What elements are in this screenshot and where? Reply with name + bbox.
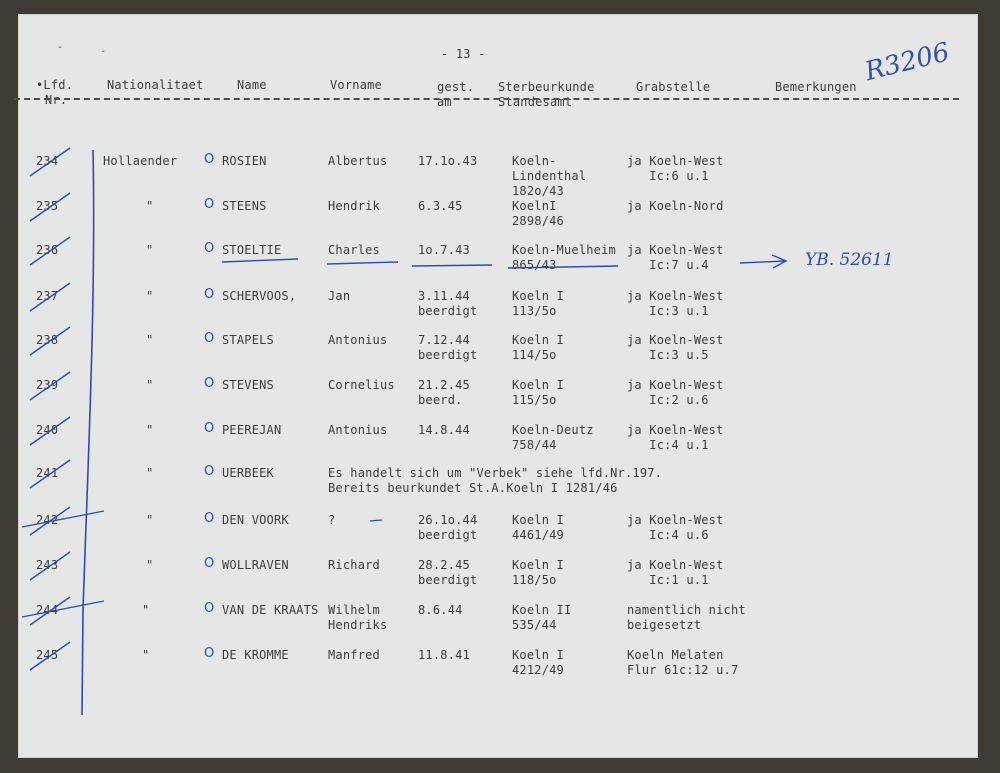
- row-number: 237: [36, 289, 59, 303]
- vorname-cell: Antonius: [328, 333, 388, 347]
- vorname-cell: Richard: [328, 558, 380, 572]
- registry-cell: Lindenthal: [512, 169, 587, 183]
- grave-cell: Ic:3 u.1: [627, 304, 709, 318]
- nationality-cell: ": [146, 333, 154, 347]
- death-date-cell: 14.8.44: [418, 423, 470, 437]
- registry-cell: Koeln I: [512, 378, 564, 392]
- nationality-cell: ": [146, 199, 154, 213]
- grave-cell: Koeln Melaten: [627, 648, 724, 662]
- nationality-cell: ": [146, 243, 154, 257]
- vorname-cell: Hendriks: [328, 618, 388, 632]
- header-gest: gest.: [437, 80, 475, 94]
- document-sheet: [18, 14, 978, 758]
- grave-cell: ja Koeln-West: [627, 243, 724, 257]
- grave-cell: Ic:4 u.6: [627, 528, 709, 542]
- circle-mark: O: [204, 464, 215, 479]
- grave-cell: Ic:3 u.5: [627, 348, 709, 362]
- death-date-cell: 6.3.45: [418, 199, 463, 213]
- name-cell: DEN VOORK: [222, 513, 289, 527]
- row-number: 239: [36, 378, 59, 392]
- vorname-cell: Manfred: [328, 648, 380, 662]
- burial-note-cell: beerd.: [418, 393, 463, 407]
- registry-cell: Koeln I: [512, 648, 564, 662]
- grave-cell: ja Koeln-West: [627, 154, 724, 168]
- note-line: Es handelt sich um "Verbek" siehe lfd.Nr.197.: [328, 466, 663, 480]
- name-cell: PEEREJAN: [222, 423, 282, 437]
- grave-cell: Ic:7 u.4: [627, 258, 709, 272]
- name-cell: STOELTIE: [222, 243, 282, 257]
- registry-cell: Koeln-Muelheim: [512, 243, 616, 257]
- nationality-cell: ": [146, 558, 154, 572]
- circle-mark: O: [204, 152, 215, 167]
- circle-mark: O: [204, 331, 215, 346]
- registry-cell: 865/43: [512, 258, 557, 272]
- nationality-cell: ": [142, 648, 150, 662]
- burial-note-cell: beerdigt: [418, 348, 478, 362]
- registry-cell: Koeln I: [512, 513, 564, 527]
- circle-mark: O: [204, 287, 215, 302]
- archive-stamp: R3206: [862, 37, 953, 88]
- name-cell: STEVENS: [222, 378, 274, 392]
- nationality-cell: ": [146, 513, 154, 527]
- vorname-cell: Jan: [328, 289, 351, 303]
- nationality-cell: ": [142, 603, 150, 617]
- grave-cell: ja Koeln-West: [627, 378, 724, 392]
- death-date-cell: 11.8.41: [418, 648, 470, 662]
- death-date-cell: 21.2.45: [418, 378, 470, 392]
- row-number: 234: [36, 154, 59, 168]
- burial-note-cell: beerdigt: [418, 573, 478, 587]
- registry-cell: 535/44: [512, 618, 557, 632]
- header-bemerkungen: Bemerkungen: [775, 80, 857, 94]
- row-number: 238: [36, 333, 59, 347]
- circle-mark: O: [204, 421, 215, 436]
- row-number: 236: [36, 243, 59, 257]
- row-number: 242: [36, 513, 59, 527]
- registry-cell: Koeln I: [512, 558, 564, 572]
- row-number: 243: [36, 558, 59, 572]
- name-cell: ROSIEN: [222, 154, 267, 168]
- death-date-cell: 28.2.45: [418, 558, 470, 572]
- grave-cell: Ic:2 u.6: [627, 393, 709, 407]
- circle-mark: O: [204, 601, 215, 616]
- registry-cell: Koeln II: [512, 603, 572, 617]
- circle-mark: O: [204, 197, 215, 212]
- page-number: - 13 -: [441, 47, 486, 61]
- circle-mark: O: [204, 556, 215, 571]
- name-cell: STEENS: [222, 199, 267, 213]
- handwritten-annotation: YB. 52611: [805, 250, 894, 270]
- name-cell: STAPELS: [222, 333, 274, 347]
- registry-cell: 182o/43: [512, 184, 564, 198]
- grave-cell: Ic:6 u.1: [627, 169, 709, 183]
- header-divider: [14, 98, 959, 100]
- header-vorname: Vorname: [330, 78, 382, 92]
- death-date-cell: 8.6.44: [418, 603, 463, 617]
- row-number: 245: [36, 648, 59, 662]
- header-standesamt: Standesamt: [498, 95, 573, 109]
- vorname-cell: ?: [328, 513, 336, 527]
- circle-mark: O: [204, 241, 215, 256]
- row-number: 235: [36, 199, 59, 213]
- grave-cell: ja Koeln-West: [627, 333, 724, 347]
- registry-cell: 118/5o: [512, 573, 557, 587]
- name-cell: DE KROMME: [222, 648, 289, 662]
- grave-cell: beigesetzt: [627, 618, 702, 632]
- vorname-cell: Antonius: [328, 423, 388, 437]
- registry-cell: 4461/49: [512, 528, 564, 542]
- header-grabstelle: Grabstelle: [636, 80, 711, 94]
- header-name: Name: [237, 78, 267, 92]
- circle-mark: O: [204, 511, 215, 526]
- grave-cell: Ic:1 u.1: [627, 573, 709, 587]
- margin-mark: -: [57, 42, 64, 53]
- nationality-cell: ": [146, 423, 154, 437]
- header-nationalitaet: Nationalitaet: [107, 78, 204, 92]
- vorname-cell: Cornelius: [328, 378, 395, 392]
- row-number: 241: [36, 466, 59, 480]
- grave-cell: ja Koeln-West: [627, 513, 724, 527]
- vorname-cell: Hendrik: [328, 199, 380, 213]
- registry-cell: 2898/46: [512, 214, 564, 228]
- nationality-cell: ": [146, 289, 154, 303]
- death-date-cell: 3.11.44: [418, 289, 470, 303]
- nationality-cell: ": [146, 378, 154, 392]
- margin-mark: -: [100, 46, 107, 57]
- vorname-cell: Wilhelm: [328, 603, 380, 617]
- registry-cell: Koeln-Deutz: [512, 423, 594, 437]
- row-number: 244: [36, 603, 59, 617]
- header-sterbeurkunde: Sterbeurkunde: [498, 80, 595, 94]
- grave-cell: ja Koeln-West: [627, 423, 724, 437]
- nationality-cell: Hollaender: [103, 154, 178, 168]
- registry-cell: Koeln I: [512, 333, 564, 347]
- circle-mark: O: [204, 646, 215, 661]
- row-number: 240: [36, 423, 59, 437]
- registry-cell: Koeln I: [512, 289, 564, 303]
- grave-cell: Ic:4 u.1: [627, 438, 709, 452]
- death-date-cell: 7.12.44: [418, 333, 470, 347]
- nationality-cell: ": [146, 466, 154, 480]
- registry-cell: 114/5o: [512, 348, 557, 362]
- grave-cell: namentlich nicht: [627, 603, 746, 617]
- grave-cell: ja Koeln-West: [627, 289, 724, 303]
- registry-cell: 115/5o: [512, 393, 557, 407]
- burial-note-cell: beerdigt: [418, 304, 478, 318]
- registry-cell: 113/5o: [512, 304, 557, 318]
- registry-cell: 4212/49: [512, 663, 564, 677]
- grave-cell: ja Koeln-West: [627, 558, 724, 572]
- circle-mark: O: [204, 376, 215, 391]
- death-date-cell: 1o.7.43: [418, 243, 470, 257]
- registry-cell: 758/44: [512, 438, 557, 452]
- registry-cell: Koeln-: [512, 154, 557, 168]
- vorname-cell: Albertus: [328, 154, 388, 168]
- name-cell: SCHERVOOS,: [222, 289, 297, 303]
- grave-cell: Flur 61c:12 u.7: [627, 663, 739, 677]
- name-cell: VAN DE KRAATS: [222, 603, 319, 617]
- name-cell: UERBEEK: [222, 466, 274, 480]
- grave-cell: ja Koeln-Nord: [627, 199, 724, 213]
- burial-note-cell: beerdigt: [418, 528, 478, 542]
- death-date-cell: 26.1o.44: [418, 513, 478, 527]
- registry-cell: KoelnI: [512, 199, 557, 213]
- vorname-cell: Charles: [328, 243, 380, 257]
- death-date-cell: 17.1o.43: [418, 154, 478, 168]
- header-am: am: [437, 95, 452, 109]
- note-line: Bereits beurkundet St.A.Koeln I 1281/46: [328, 481, 618, 495]
- header-nr: Nr.: [45, 93, 68, 107]
- header-lfd: •Lfd.: [36, 78, 74, 92]
- name-cell: WOLLRAVEN: [222, 558, 289, 572]
